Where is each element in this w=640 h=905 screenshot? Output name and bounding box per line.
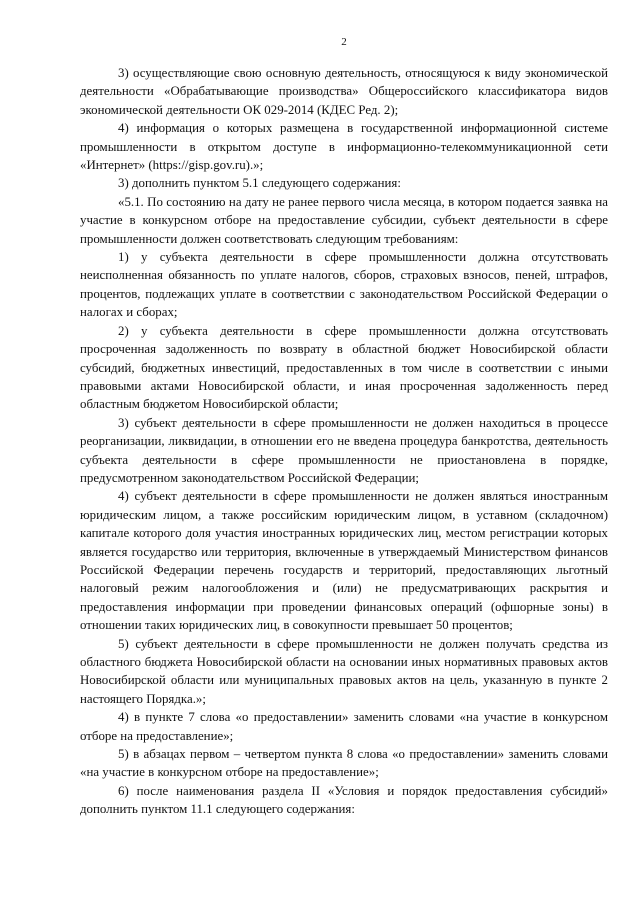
document-page xyxy=(80,36,608,819)
paragraph-11: 5) в абзацах первом – четвертом пункта 8 слова «о предоставлении» заменить словами «на участие в конкурсном отборе на предоставление»; xyxy=(80,747,608,780)
paragraph-6: 2) у субъекта деятельности в сфере промышленности должна отсутствовать просроченная задолженность по возврату в областной бюджет Новосибирской области субсидий, бюджетных инвестиций, предоставленных в том числе в соответствии с иными правовыми актами Новосибирской области, и иная просроченная задолженность перед областным бюджетом Новосибирской области; xyxy=(80,323,608,412)
page-number: 2 xyxy=(341,36,347,48)
paragraph-2: 4) информация о которых размещена в государственной информационной системе промышленности в открытом доступе в информационно-телекоммуникационной сети «Интернет» (https://gisp.gov.ru).»; xyxy=(80,121,608,173)
paragraph-5: 1) у субъекта деятельности в сфере промышленности должна отсутствовать неисполненная обязанность по уплате налогов, сборов, страховых взносов, пеней, штрафов, процентов, подлежащих уплате в соответствии с законодательством Российской Федерации о налогах и сборах; xyxy=(80,250,608,320)
paragraph-12: 6) после наименования раздела II «Условия и порядок предоставления субсидий» дополнить пунктом 11.1 следующего содержания: xyxy=(80,783,608,817)
paragraph-9: 5) субъект деятельности в сфере промышленности не должен получать средства из областного бюджета Новосибирской области на основании иных нормативных правовых актов Новосибирской области или муниципальных правовых актов на цель, указанную в пункте 2 настоящего Порядка.»; xyxy=(80,636,608,706)
paragraph-7: 3) субъект деятельности в сфере промышленности не должен находиться в процессе реорганизации, ликвидации, в отношении его не введена процедура банкротства, деятельность субъекта деятельности в сфере промышленности не приостановлена в порядке, предусмотренном законодательством Российской Федерации; xyxy=(80,415,608,485)
paragraph-1: 3) осуществляющие свою основную деятельность, относящуюся к виду экономической деятельности «Обрабатывающие производства» Общероссийского классификатора видов экономической деятельности ОК 029-2014 (КДЕС Ред. 2); xyxy=(80,66,608,117)
paragraph-8: 4) субъект деятельности в сфере промышленности не должен являться иностранным юридическим лицом, а также российским юридическим лицом, в уставном (складочном) капитале которого доля участия иностранных юридических лиц, местом регистрации которых является государство или территория, включенные в утверждаемый Министерством финансов Российской Федерации перечень государств и территорий, предоставляющих льготный налоговый режим налогообложения и (или) не предусматривающих раскрытия и предоставления информации при проведении финансовых операций (офшорные зоны) в отношении таких юридических лиц, в совокупности превышает 50 процентов; xyxy=(80,489,608,633)
paragraph-4: «5.1. По состоянию на дату не ранее первого числа месяца, в котором подается заявка на участие в конкурсном отборе на предоставление субсидии, субъект деятельности в сфере промышленности должен соответствовать следующим требованиям: xyxy=(80,194,608,246)
paragraph-3: 3) дополнить пунктом 5.1 следующего содержания: xyxy=(118,176,401,191)
paragraph-10: 4) в пункте 7 слова «о предоставлении» заменить словами «на участие в конкурсном отборе на предоставление»; xyxy=(80,710,608,743)
